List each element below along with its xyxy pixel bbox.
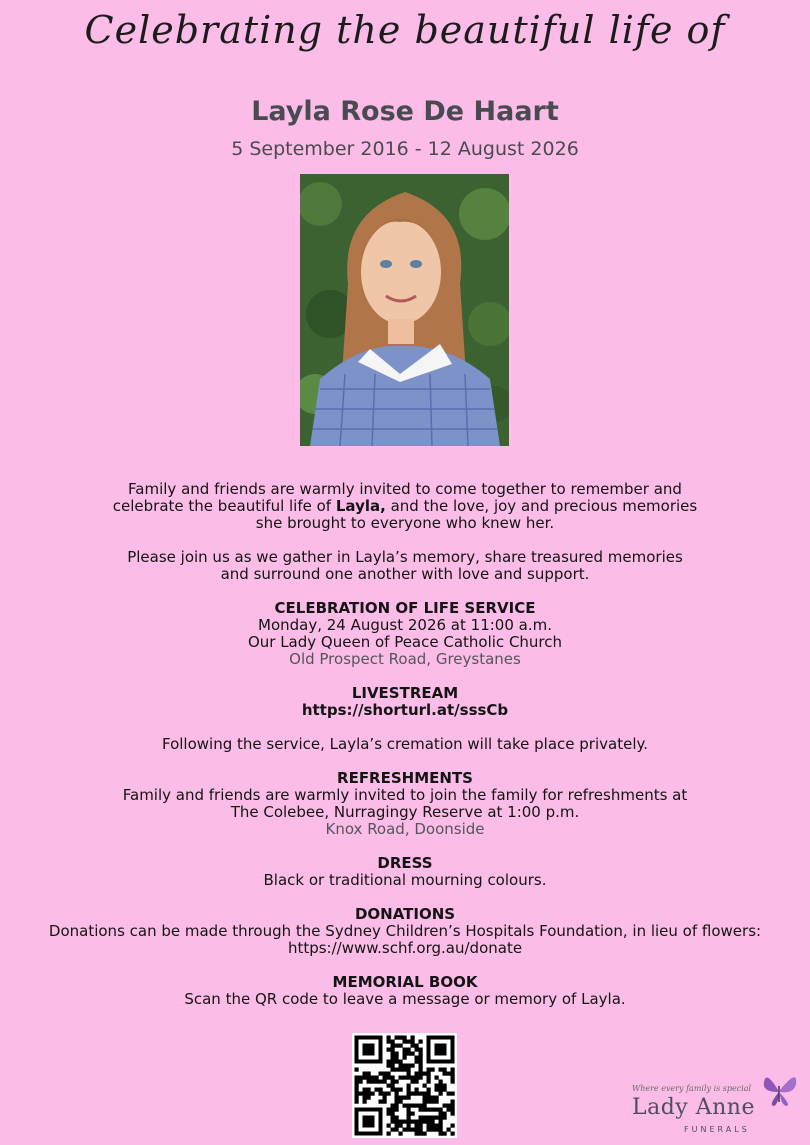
refreshments-line-2: The Colebee, Nurragingy Reserve at 1:00 p.m. [230, 803, 580, 821]
dress-heading: DRESS [377, 854, 433, 872]
refreshments-heading: REFRESHMENTS [337, 769, 473, 787]
script-title: Celebrating the beautiful life of [84, 8, 726, 52]
logo-tagline: Where every family is special [632, 1084, 752, 1093]
donations-heading: DONATIONS [354, 905, 456, 923]
deceased-name: Layla Rose De Haart [251, 96, 559, 127]
refreshments-line-1: Family and friends are warmly invited to join the family for refreshments at [122, 786, 688, 804]
butterfly-icon [758, 1068, 800, 1110]
intro-line-1: Family and friends are warmly invited to come together to remember and [128, 480, 682, 498]
life-dates: 5 September 2016 - 12 August 2026 [231, 138, 579, 160]
memorial-heading: MEMORIAL BOOK [332, 973, 478, 991]
livestream-heading: LIVESTREAM [351, 684, 459, 702]
service-venue: Our Lady Queen of Peace Catholic Church [247, 633, 563, 651]
memorial-text: Scan the QR code to leave a message or memory of Layla. [184, 990, 626, 1008]
funeral-home-logo [620, 1068, 800, 1140]
livestream-link[interactable]: https://shorturl.at/sssCb [301, 701, 509, 719]
cremation-note: Following the service, Layla’s cremation will take place privately. [161, 735, 648, 753]
service-datetime: Monday, 24 August 2026 at 11:00 a.m. [258, 616, 552, 634]
gather-line-1: Please join us as we gather in Layla’s memory, share treasured memories [127, 548, 683, 566]
donations-link[interactable]: https://www.schf.org.au/donate [287, 939, 523, 957]
intro-name-bold: Layla, [335, 497, 386, 515]
intro-line-2-start: celebrate the beautiful life of [112, 497, 336, 515]
dress-text: Black or traditional mourning colours. [263, 871, 547, 889]
refreshments-address: Knox Road, Doonside [325, 820, 485, 838]
logo-subtitle: FUNERALS [684, 1125, 750, 1134]
intro-line-3: she brought to everyone who knew her. [255, 514, 555, 532]
intro-line-2 [0, 498, 810, 515]
service-heading: CELEBRATION OF LIFE SERVICE [274, 599, 536, 617]
service-address: Old Prospect Road, Greystanes [289, 650, 521, 668]
donations-text: Donations can be made through the Sydney Children’s Hospitals Foundation, in lieu of flowers: [48, 922, 762, 940]
qr-code[interactable] [352, 1033, 457, 1138]
logo-name: Lady Anne [632, 1095, 755, 1120]
portrait-photo [300, 174, 509, 446]
gather-line-2: and surround one another with love and support. [220, 565, 590, 583]
intro-line-2-end: and the love, joy and precious memories [385, 497, 698, 515]
invitation-body [0, 481, 810, 1008]
